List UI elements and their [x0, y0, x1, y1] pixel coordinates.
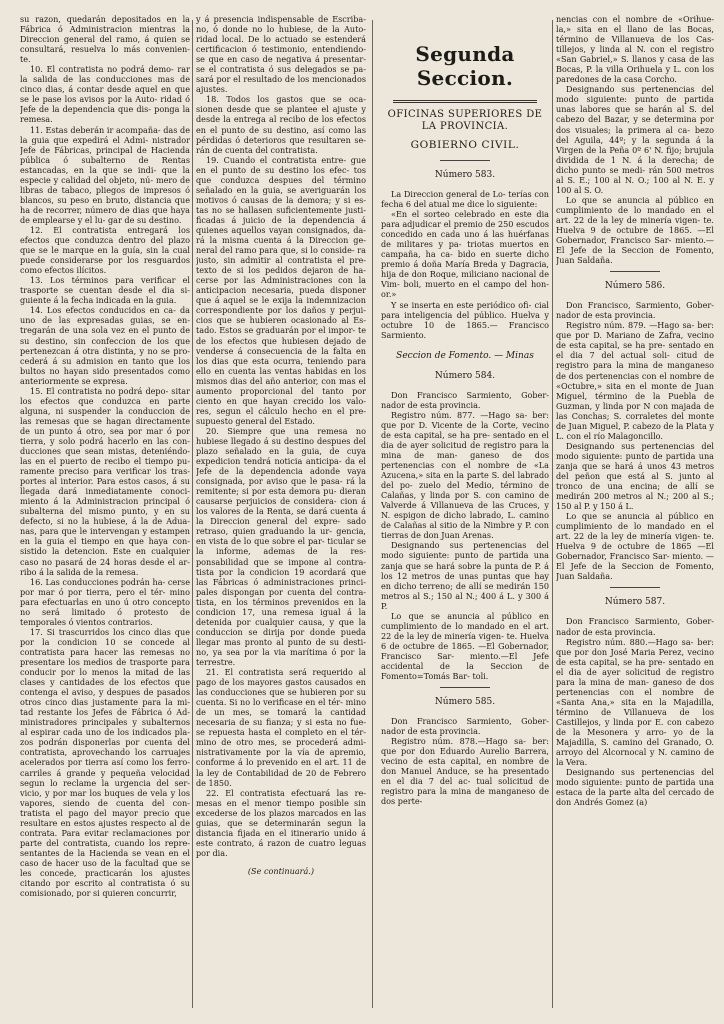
paragraph: 14. Los efectos conducidos en ca- da uno de las expresadas guias, se en- tregarán de una sola vez en el punto de su destino, sin confeccion de los que pertenezcan á otra distinta, y no se pro- cederá á su admision en tanto que los bultos no hayan sido presentados como anteriormente se expresa. [20, 305, 190, 386]
paragraph: Designando sus pertenencias del modo siguiente: punto de partida una estaca de la parte alta del cercado de don Andrés Gomez (a) [556, 767, 714, 808]
paragraph: Registro núm. 880.—Hago sa- ber: que por don José Maria Perez, vecino de esta capital, se ha pre- sentado en el dia de ayer solicitud de registro para la mina de man- ganeso de dos pertenencias con el nombre de «Santa Ana,» sita en la Majadilla, término de Villanueva de los Castillejos, y linda por E. con cabezo de la Mesonera y arro- yo de la Majadilla, S. camino del Granado, O. arroyo del Alcornocal y N. camino de la Vera. [556, 636, 714, 768]
subsection-heading: Seccion de Fomento. — Minas [396, 350, 534, 361]
paragraph: 13. Los términos para verificar el trasporte se cuentan desde el dia si- guiente á la fecha indicada en la guia. [20, 275, 190, 306]
paragraph: Don Francisco Sarmiento, Gober- nador de esta provincia. [381, 716, 549, 737]
paragraph: su razon, quedarán depositados en la Fábrica ó Administracion mientras la Direccion general del ramo, á quien se consultará, resuelva lo más convenien- te. [20, 14, 190, 65]
notice-number: Número 586. [604, 281, 666, 292]
paragraph: 22. El contratista efectuará las re- mesas en el menor tiempo posible sin excederse de los plazos marcados en las guias, que se determinarán segun la distancia fijada en el itinerario unido á este contrato, á razon de cuatro leguas por dia. [196, 787, 366, 858]
divider [610, 271, 660, 272]
paragraph: Registro núm. 878.—Hago sa- ber: que por don Eduardo Aurelio Barrera, vecino de esta capital, en nombre de don Manuel Anduce, se ha presentado en el dia 7 del ac- tual solicitud de registro para la mina de manganeso de dos perte- [381, 736, 549, 807]
paragraph: Lo que se anuncia al público en cumplimiento de lo mandado en el art. 22 de la ley de minería vigen- te. Huelva 9 de octubre de 1865. —El Gobernador, Francisco Sar- miento.—El Jefe de la Seccion de Fomento, Juan Saldaña. [556, 194, 714, 266]
paragraph: 21. El contratista será requerido al pago de los mayores gastos causados en las conducciones que se hubieren por su cuenta. Si no lo verificase en el tér- mino de un mes, se tomará la cantidad necesaria de su fianza; y si esta no fue- se repuesta hasta el completo en el tér- mino de otro mes, se procederá admi- nistrativamente por la vía de apremio, conforme á lo prevenido en el art. 11 de la ley de Contabilidad de 20 de Febrero de 1850. [196, 667, 366, 788]
column-4 [556, 14, 714, 1014]
column-divider [372, 20, 373, 1008]
column-3 [381, 14, 549, 1014]
divider [393, 100, 537, 103]
notice-number: Número 583. [434, 170, 496, 180]
notice-number: Número 584. [434, 370, 496, 381]
paragraph: 18. Todos los gastos que se oca- sionen desde que se plantee el ajuste y desde la entrega al recibo de los efectos en el punto de su destino, así como las pérdidas ó deterioros que resultaren se- rán de cuenta del contratista. [196, 94, 366, 155]
paragraph: Designando sus pertenencias del modo siguiente: punto de partida una zanja que se hará á unos 43 metros del peñon que está al S. junto al tronco de una encina; de allí se medirán 200 metros al N.; 200 al S.; 150 al P. y 150 á L. [556, 440, 714, 512]
section-title: Segunda Seccion. [415, 42, 515, 90]
column-1 [20, 14, 190, 1014]
continued-note: (Se continuará.) [247, 865, 315, 876]
paragraph: Registro núm. 879. —Hago sa- ber: que por D. Mariano de Zafra, vecino de esta capital, se ha pre- sentado en el dia 7 del actual soli- citud de registro para la mina de manganeso de dos pertenencias con el nombre de «Octubre,» sita en el monte de Juan Miguel, término de la Puebla de Guzman, y linda por N con majada de las Conchas; S. corraletes del monte de Juan Miguel, P. cabezo de la Plata y L. con el río Malagoncillo. [556, 320, 714, 441]
divider [610, 587, 660, 588]
paragraph: Designando sus pertenencias del modo siguiente: punto de partida unas labores que se harán al S. del cabezo del Bazar, y se determina por dos visuales; la primera al ca- bezo del Aguila, 44º; y la segunda á la Virgen de la Peña 0º 6' N. fijo; brujula dividida de 1 N. á la derecha; de dicho punto se medi- rán 500 metros al S. E.; 100 al N. O.; 100 al N. E. y 100 al S. O. [556, 84, 714, 195]
paragraph: Don Francisco Sarmiento, Gober- nador de esta provincia. [556, 616, 714, 637]
paragraph: Registro núm. 877. —Hago sa- ber: que por D. Vicente de la Corte, vecino de esta capital, se ha pre- sentado en el dia de ayer solicitud de registro para la mina de man- ganeso de dos pertenencias con el nombre de «La Azucena,» sita en la parte S. del labrado del po- zuelo del Medio, término de Calañas, y linda por S. con camino de Valverde á Villanueva de las Cruces, y N. espigon de dicho labrado, L. camino de Calañas al sitio de la Nimbre y P. con tierras de don Juan Arenas. [381, 409, 549, 541]
paragraph: nencias con el nombre de «Orihue- la,» sita en el llano de las Bocas, término de Villanueva de los Cas- tillejos, y linda al N. con el registro «San Gabriel,» S. llanos y casa de las Bocas, P. la villa Orihuela y L. con los paredones de la casa Corcho. [556, 14, 714, 85]
paragraph: 10. El contratista no podrá demo- rar la salida de las conducciones mas de cinco dias, á contar desde aquel en que se le pase los avisos por la Auto- ridad ó Jefe de la dependencia que dis- ponga la remesa. [20, 64, 190, 125]
paragraph: 20. Siempre que una remesa no hubiese llegado á su destino despues del plazo señalado en la guia, de cuya expedicion tendrá noticia anticipa- da el Jefe de la dependencia adonde vaya consignada, por aviso que le pasa- rá la remitente; si por esta demora pu- dieran causarse perjuicios de considera- cion á los valores de la Renta, se dará cuenta á la Direccion general del expre- sado retraso, quien graduando la ur- gencia, en vista de lo que sobre el par- ticular se la informe, ademas de la res- ponsabilidad que se impone al contra- tista por la condicion 19 acordará que las Fábricas ó administraciones princi- pales dispongan por cuenta del contra- tista, en los términos prevenidos en la condicion 17, una remesa igual á la detenida por cualquier causa, y que la conduccion se dirija por donde pueda llegar mas pronto al punto de su desti- no, ya sea por la via marítima ó por la terrestre. [196, 425, 366, 667]
divider [440, 160, 490, 161]
column-2 [196, 14, 366, 1014]
notice-number: Número 587. [604, 597, 666, 608]
notice-number: Número 585. [434, 697, 496, 708]
government-heading: GOBIERNO CIVIL. [410, 139, 520, 151]
office-heading: OFICINAS SUPERIORES DE LA PROVINCIA. [387, 109, 543, 132]
paragraph: 19. Cuando el contratista entre- gue en el punto de su destino los efec- tos que conduzca despues del término señalado en la guia, se averiguarán los motivos ó causas de la demora; y si es- tas no se hallasen suficientemente justi- ficadas á juicio de la dependencia á quienes aquellos vayan consignados, da- rá la misma cuenta á la Direccion ge- neral del ramo para que, si lo conside- ra justo, sin admitir al contratista el pre- texto de si los pedidos dejaron de ha- cerse por las Administraciones con la anticipacion necesaria, pueda disponer que á aquel se le exija la indemnizacion correspondiente por los daños y perjui- cios que se hubieren ocasionado al Es- tado. Estos se graduarán por el impor- te de los efectos que hubiesen dejado de venderse á consecuencia de la falta en los dias que esta ocurra, teniendo para ello en cuenta las ventas habidas en los mismos dias del año anterior, con mas el aumento proporcional del tanto por ciento en que hayan crecido los valo- res, segun el cálculo hecho en el pre- supuesto general del Estado. [196, 154, 366, 426]
paragraph: «En el sorteo celebrado en este dia para adjudicar el premio de 250 escudos concedido en cada uno á las huérfanas de militares y pa- triotas muertos en campaña, ha ca- bido en suerte dicho premio á doña María Breda y Dagracia, hija de don Roque, miliciano nacional de Vim- boli, muerto en el campo del hon- or.» [381, 209, 549, 300]
paragraph: 17. Si trascurridos los cinco dias que por la condicion 10 se concede al contratista para hacer las remesas no presentare los medios de trasporte para conducir por lo menos la mitad de las clases y cantidades de los efectos que contenga el aviso, y despues de pasados otros cinco dias justamente para la mi- tad restante los Jefes de Fábrica ó Ad- ministradores principales y subalternos al espirar cada uno de los indicados pla- zos podrán disponerlas por cuenta del contratista, aprovechando los carruajes acelerados por tierra así como los ferro- carriles á grande y pequeña velocidad segun lo reclame la urgencia del ser- vicio, y por mar los buques de vela y los vapores, siendo de cuenta del con- tratista el pago del mayor precio que resultare en estos ajustes respecto al de contrata. Para evitar reclamaciones por parte del contratista, cuando los repre- sentantes de la Hacienda se vean en el caso de hacer uso de la facultad que se les concede, practicarán los ajustes citando por escrito al contratista ó su comisionado, por si quieren concurrir, [20, 626, 190, 899]
paragraph: Designando sus pertenencias del modo siguiente: punto de partida una zanja que se hará sobre la punta de P. á los 12 metros de unas puntas que hay en dicho terreno; de allí se medirán 150 metros al S.; 150 al N.; 400 á L. y 300 á P. [381, 540, 549, 611]
paragraph: Don Francisco, Sarmiento, Gober- nador de esta provincia. [556, 300, 714, 321]
paragraph: 11. Estas deberán ir acompaña- das de la guia que expedirá el Admi- nistrador Jefe de Fábricas, principal de Hacienda pública ó subalterno de Rentas estancadas, en la que se indi- que la especie y calidad del objeto, nú- mero de libras de tabaco, pliegos de impresos ó blancos, su peso en bruto, distancia que ha de recorrer, número de dias que haya de emplearse y el lu- gar de su destino. [20, 124, 190, 225]
divider [440, 687, 490, 688]
paragraph: 12. El contratista entregará los efectos que conduzca dentro del plazo que se le marque en la guía, sin la cual puede considerarse por los resguardos como efectos ilícitos. [20, 224, 190, 276]
paragraph: y á presencia indispensable de Escriba- no, ó donde no lo hubiese, de la Auto- ridad local. De lo actuado se estenderá certificacion ó testimonio, entendiendo- se que en caso de negativa á presentar- se el contratista ó sus delegados se pa- sará por el resultado de los mencionados ajustes. [196, 14, 366, 95]
column-divider [552, 20, 553, 1008]
column-divider [192, 20, 193, 1008]
paragraph: Lo que se anuncia al público en cumplimiento de lo mandado en el art. 22 de la ley de minería vigen- te. Huelva 9 de octubre de 1865 —El Gobernador, Francisco Sar- miento. —El Jefe de la Seccion de Fomento, Juan Saldaña. [556, 511, 714, 582]
paragraph: La Direccion general de Lo- terías con fecha 6 del atual me dice lo siguiente: [381, 189, 549, 210]
paragraph: Lo que se anuncia al público en cumplimiento de lo mandado en el art. 22 de la ley de minería vigen- te. Huelva 6 de octubre de 1865. —El Gobernador, Francisco Sar- miento.—El Jefe accidental de la Seccion de Fomento=Tomás Bar- toli. [381, 610, 549, 682]
paragraph: Don Francisco Sarmiento, Gober- nador de esta provincia. [381, 389, 549, 410]
paragraph: Y se inserta en este periódico ofi- cial para inteligencia del público. Huelva y octubre 10 de 1865.— Francisco Sarmiento. [381, 299, 549, 340]
paragraph: 15. El contratista no podrá depo- sitar los efectos que conduzca en parte alguna, ni suspender la conduccion de las remesas que se hagan directamente de un punto á otro, sea por mar ó por tierra, y solo podrá hacerlo en las con- ducciones que sean mistas, deteniéndo- las en el puerto de recibo el tiempo pu- ramente preciso para verificar los tras- portes al interior. Para estos casos, á su llegada dará inmediatamente conoci- miento á la Administracion principal ó subalterna del mismo punto, y en su defecto, si no la hubiese, á la de Adua- nas, para que le intervengan y estampen en la guia el tiempo en que haya con- sistido la detencion. Este en cualquier caso no pasará de 24 horas desde el ar- ribo á la salida de la remesa. [20, 385, 190, 577]
paragraph: 16. Las conducciones podrán ha- cerse por mar ó por tierra, pero el tér- mino para efectuarlas en uno ú otro concepto no será limitado ó protesto de temporales ó vientos contrarios. [20, 576, 190, 627]
